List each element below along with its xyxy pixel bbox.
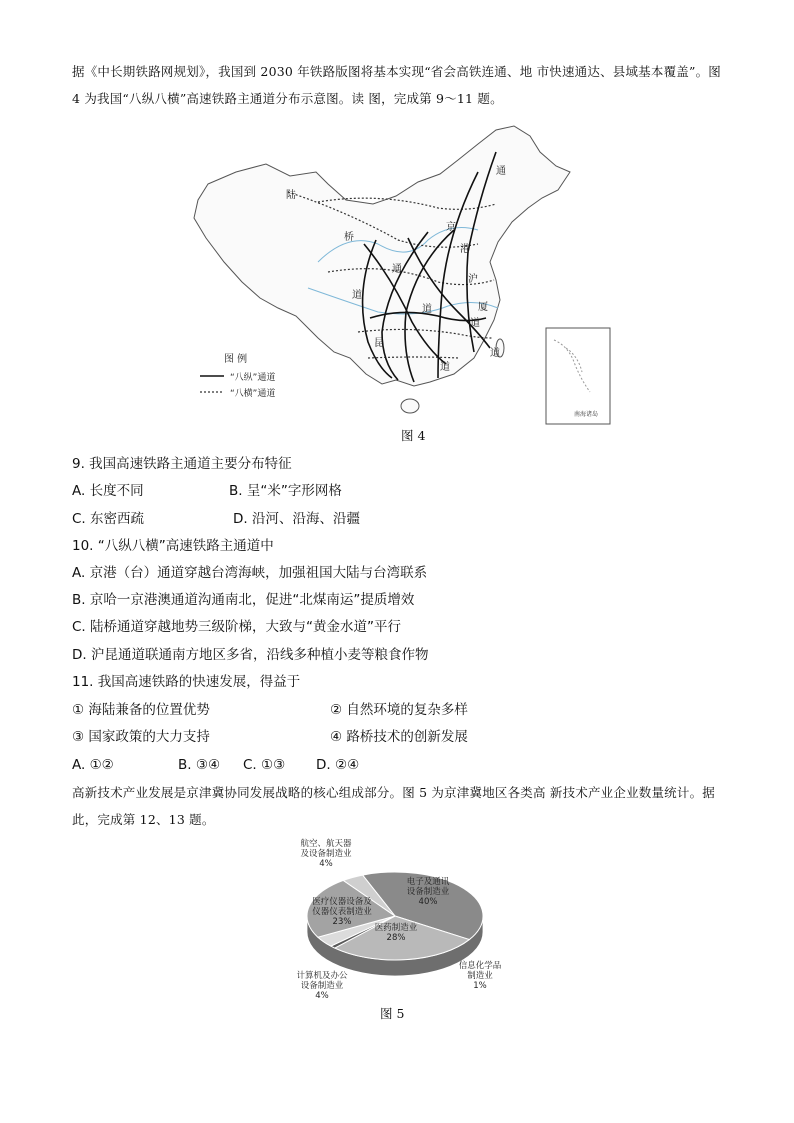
- q9-option-d: D. 沿河、沿海、沿疆: [233, 511, 360, 527]
- pie-slice-label: 电子及通讯设备制造业 40%: [406, 877, 450, 907]
- south-china-sea-inset: [546, 328, 610, 424]
- q9-option-a: A. 长度不同: [72, 483, 144, 499]
- map-label: 桥: [344, 232, 354, 243]
- q11-option-c: C. ①③: [243, 757, 286, 773]
- inset-label: 南海诸岛: [574, 411, 599, 418]
- pie-slice-label: 信息化学品制造业 1%: [458, 961, 502, 991]
- map-label: 京: [446, 222, 456, 233]
- map-label: 港: [460, 244, 470, 255]
- q11-option-b: B. ③④: [178, 757, 221, 773]
- intro-paragraph-1: 据《中长期铁路网规划》，我国到 2030 年铁路版图将基本实现“省会高铁连通、地 市快速通达、县域基本覆盖”。图 4 为我国“八纵八横”高速铁路主通道分布示意图。读 图，完成第 9～11 题。: [72, 64, 721, 106]
- pie-slice-value: 4%: [319, 859, 333, 869]
- pie-slice-value: 4%: [315, 991, 329, 1001]
- map-legend: [200, 352, 275, 399]
- pie-slice-value: 23%: [332, 917, 352, 927]
- pie-slice-value: 1%: [473, 981, 487, 991]
- map-caption: 图 4: [401, 428, 426, 443]
- map-label: 通: [392, 264, 402, 275]
- q11-option-a: A. ①②: [72, 757, 114, 773]
- pie-slice-value: 40%: [418, 897, 438, 907]
- pie-slice-value: 28%: [386, 933, 406, 943]
- intro-paragraph-2: 高新技术产业发展是京津冀协同发展战略的核心组成部分。图 5 为京津冀地区各类高 新技术产业企业数量统计。据此，完成第 12、13 题。: [72, 785, 715, 827]
- map-label: 道: [440, 362, 450, 373]
- map-label: 通: [496, 166, 506, 177]
- chart-caption: 图 5: [380, 1006, 405, 1021]
- map-label: 厦: [478, 302, 488, 313]
- pie-slice-label: 医疗仪器设备及仪器仪表制造业 23%: [312, 897, 372, 927]
- pie-chart: [270, 838, 510, 1008]
- railway-map: [178, 112, 618, 427]
- q11-item-4: ④ 路桥技术的创新发展: [330, 729, 468, 745]
- q10-stem: 10. “八纵八横”高速铁路主通道中: [72, 538, 274, 554]
- q11-option-d: D. ②④: [316, 757, 360, 773]
- q10-option-a: A. 京港（台）通道穿越台湾海峡，加强祖国大陆与台湾联系: [72, 565, 428, 581]
- q9-option-b: B. 呈“米”字形网格: [229, 483, 342, 499]
- map-label: 陆: [286, 190, 296, 201]
- q10-option-c: C. 陆桥通道穿越地势三级阶梯，大致与“黄金水道”平行: [72, 619, 401, 635]
- q11-item-3: ③ 国家政策的大力支持: [72, 729, 210, 745]
- pie-slice-label: 医药制造业 28%: [374, 923, 418, 943]
- map-label: 沪: [468, 274, 478, 285]
- map-label: 道: [352, 290, 362, 301]
- q11-stem: 11. 我国高速铁路的快速发展，得益于: [72, 674, 301, 690]
- q10-option-d: D. 沪昆通道联通南方地区多省，沿线多种植小麦等粮食作物: [72, 647, 429, 663]
- q10-option-b: B. 京哈一京港澳通道沟通南北，促进“北煤南运”提质增效: [72, 592, 415, 608]
- pie-slice-label: 计算机及办公设备制造业 4%: [296, 971, 348, 1001]
- hainan-island: [401, 399, 419, 413]
- q9-stem: 9. 我国高速铁路主通道主要分布特征: [72, 456, 292, 472]
- map-label: 道: [422, 304, 432, 315]
- legend-zong: “八纵”通道: [230, 373, 276, 383]
- map-label: 昆: [374, 338, 384, 349]
- q11-item-2: ② 自然环境的复杂多样: [330, 702, 468, 718]
- pie-slice-label: 航空、航天器及设备制造业 4%: [300, 839, 352, 869]
- q11-item-1: ① 海陆兼备的位置优势: [72, 702, 210, 718]
- legend-heng: “八横”通道: [230, 389, 276, 399]
- map-label: 道: [490, 348, 500, 359]
- map-label: 道: [470, 318, 480, 329]
- legend-title: 图 例: [224, 354, 248, 365]
- q9-option-c: C. 东密西疏: [72, 511, 145, 527]
